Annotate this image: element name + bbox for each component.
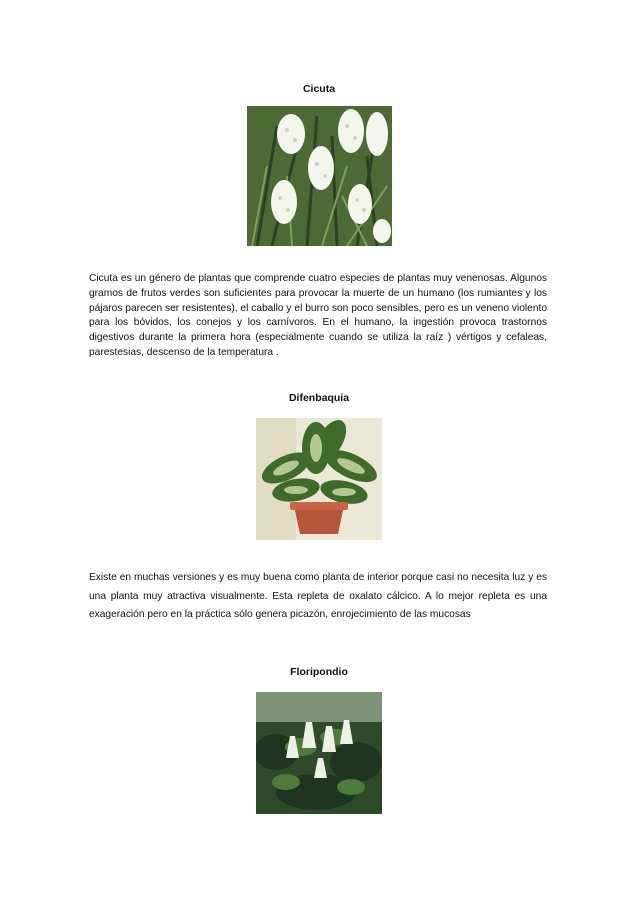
floripondio-plant-photo xyxy=(256,692,382,814)
section-title-cicuta: Cicuta xyxy=(302,83,336,95)
section-title-difenbaquia: Difenbaquia xyxy=(288,392,350,404)
difenbaquia-plant-photo xyxy=(256,418,382,540)
cicuta-description: Cicuta es un género de plantas que comprende cuatro especies de plantas muy venenosas. Algunos gramos de frutos verdes son suficientes para provocar la muerte de un humano (los rumiantes y los pájaros parecen ser resistentes), el caballo y el burro son poco sensibles, pero es un veneno violento para los bóvidos, los conejos y los carnívoros. En el humano, la ingestión provoca trastornos digestivos durante la primera hora (especialmente cuando se utiliza la raíz ) vértigos y cefaleas, parestesias, descenso de la temperatura . xyxy=(89,273,547,358)
difenbaquia-description: Existe en muchas versiones y es muy buena como planta de interior porque casi no necesita luz y es una planta muy atractiva visualmente. Esta repleta de oxalato cálcico. A lo mejor repleta es una exageración pero en la práctica sólo genera picazón, enrojecimiento de las mucosas xyxy=(89,572,547,621)
cicuta-plant-photo xyxy=(247,106,392,246)
section-title-floripondio: Floripondio xyxy=(290,666,348,678)
